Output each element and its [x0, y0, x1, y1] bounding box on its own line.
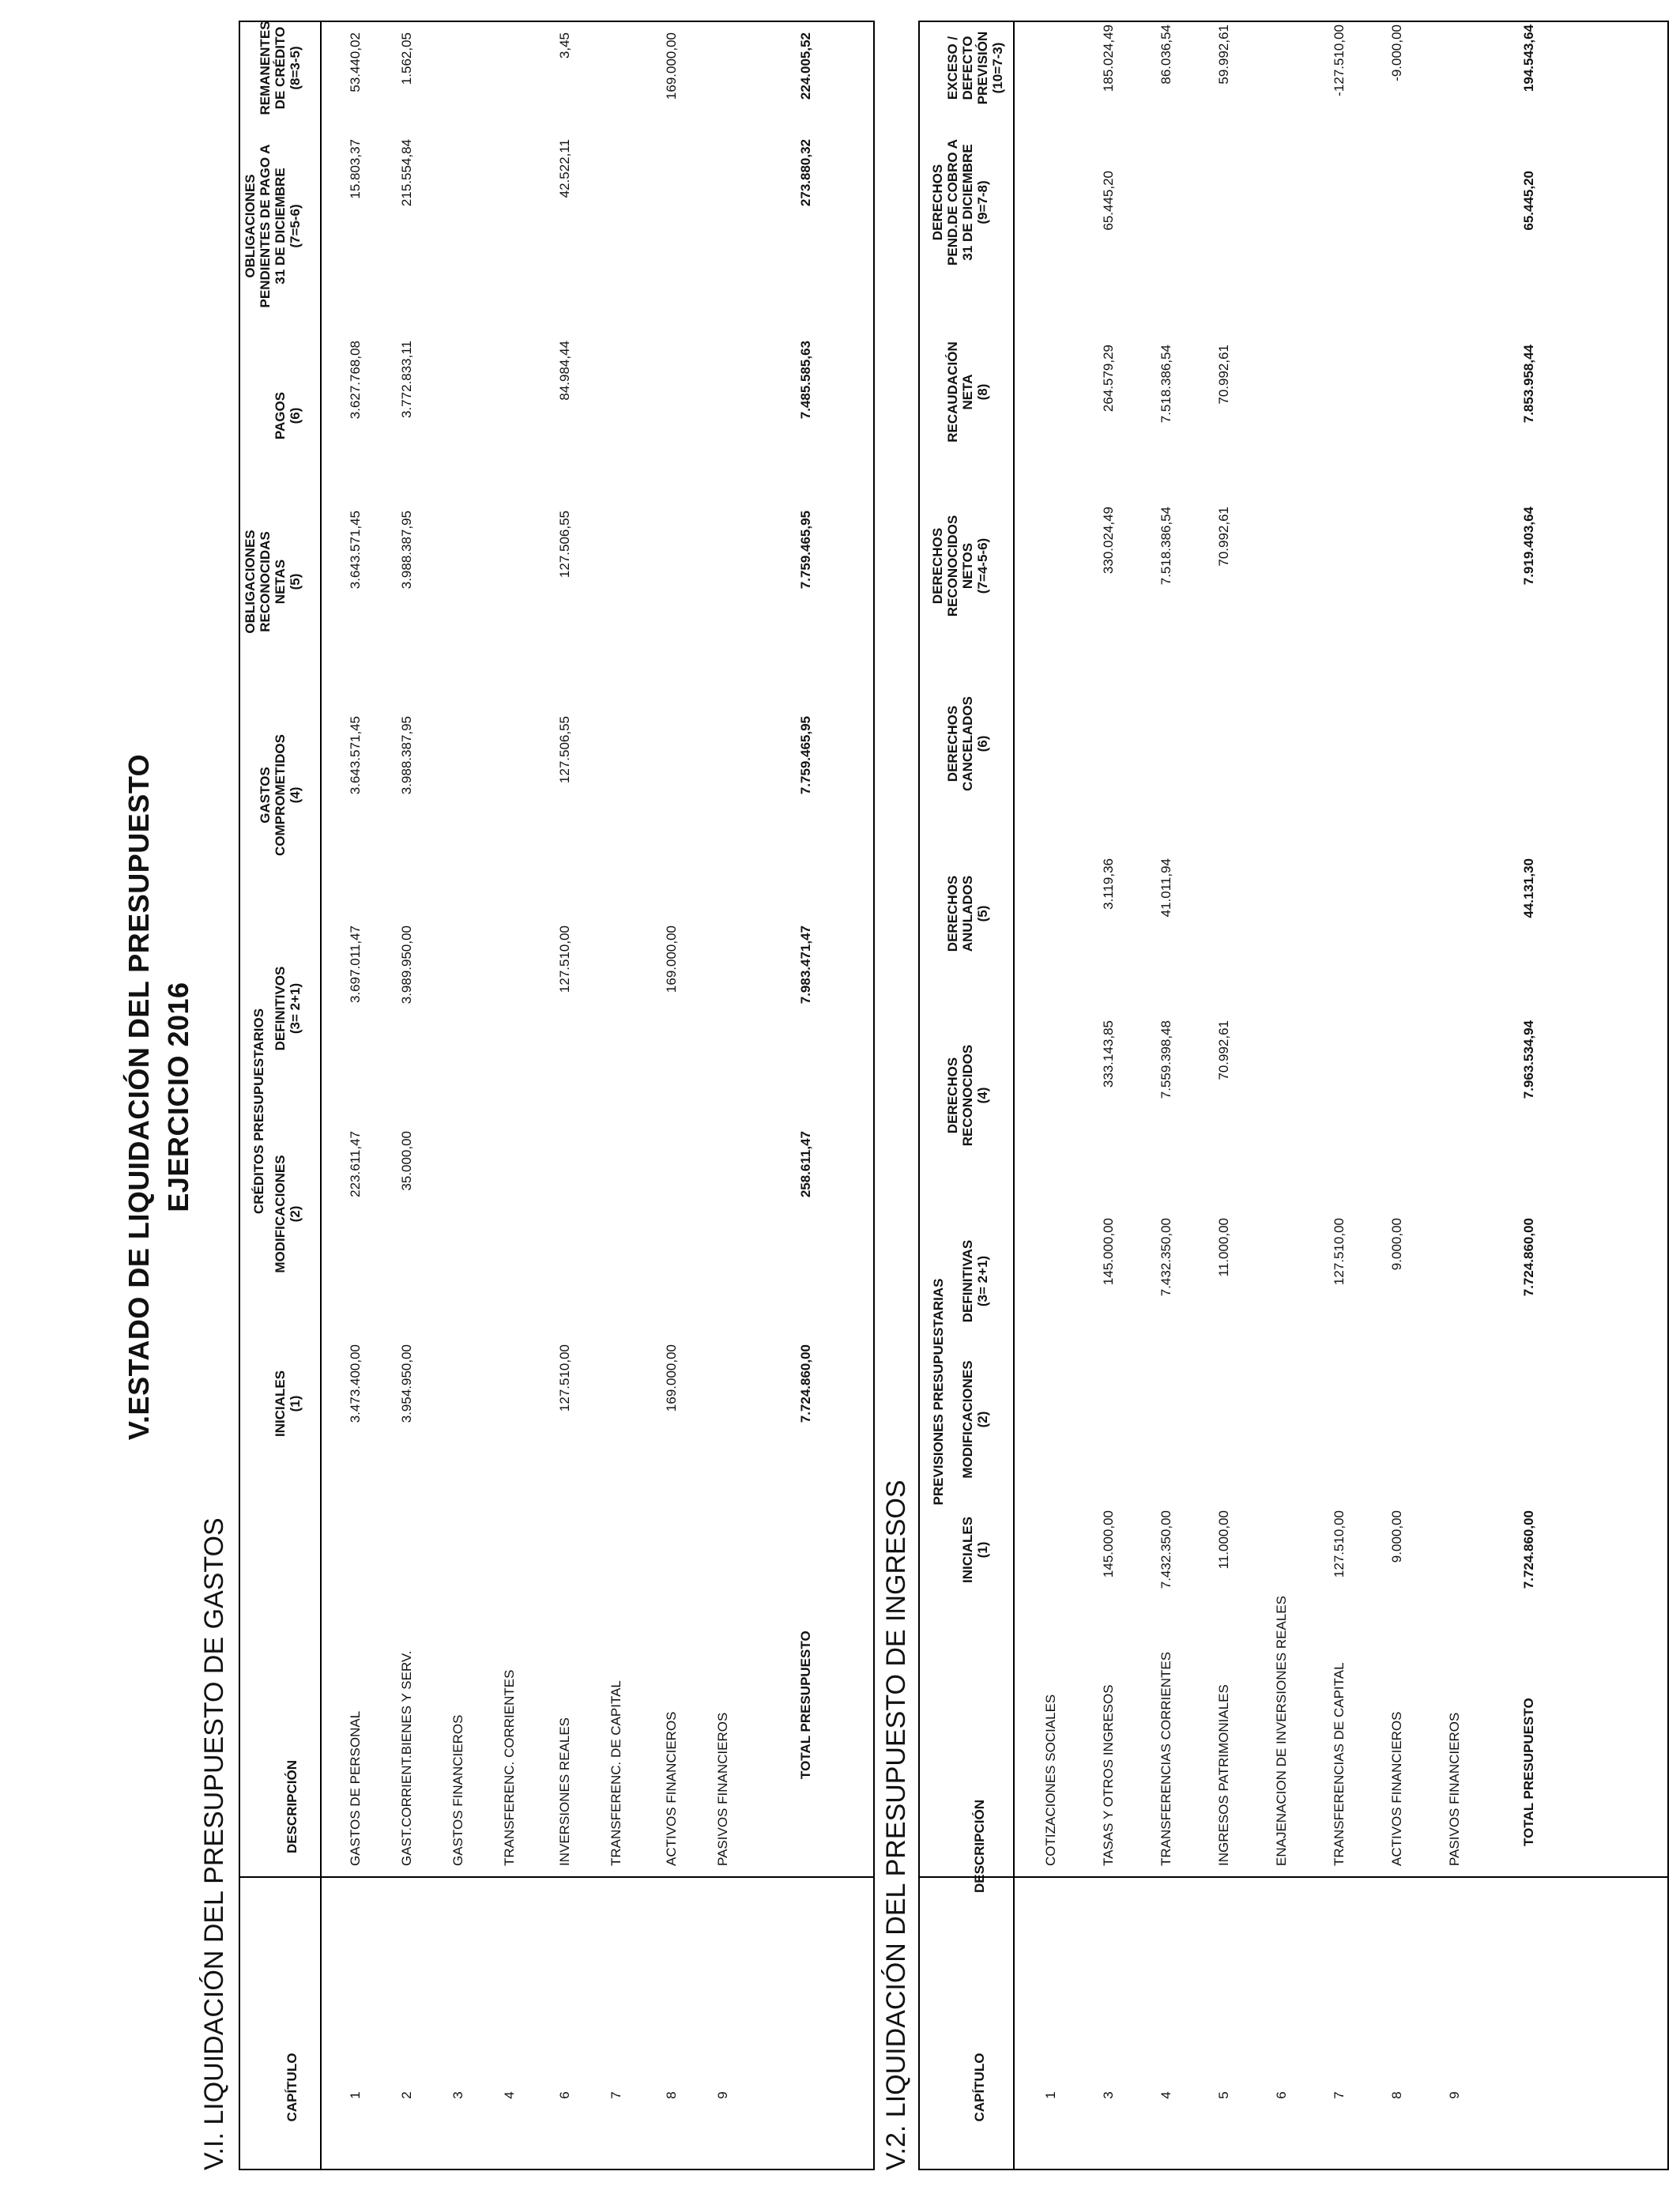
gastos-cell-ini: 127.510,00 [557, 1344, 572, 1412]
gastos-cell-comp: 3.988.387,95 [399, 716, 414, 795]
gastos-cell-obl: 127.506,55 [557, 511, 572, 579]
gastos-col-modificaciones: MODIFICACIONES (2) [273, 1155, 303, 1273]
ingresos-table [918, 21, 1669, 2170]
gastos-total-ini: 7.724.860,00 [798, 1344, 813, 1423]
gastos-capitulo-divider [239, 1876, 875, 1878]
gastos-row-descripcion: TRANSFERENC. CORRIENTES [502, 1669, 517, 1866]
ingresos-row-capitulo: 6 [1274, 2091, 1289, 2099]
ingresos-row-descripcion: ENAJENACION DE INVERSIONES REALES [1274, 1596, 1289, 1866]
gastos-section-title: V.I. LIQUIDACIÓN DEL PRESUPUESTO DE GASTOS [199, 1517, 229, 2170]
gastos-cell-pag: 3.772.833,11 [399, 341, 414, 418]
gastos-row-capitulo: 2 [399, 2091, 414, 2099]
gastos-total-label: TOTAL PRESUPUESTO [798, 1630, 813, 1779]
gastos-cell-def: 169.000,00 [664, 925, 679, 993]
ingresos-cell-net: 70.992,61 [1216, 507, 1231, 567]
ingresos-cell-pend: 65.445,20 [1101, 171, 1116, 231]
ingresos-total-def: 7.724.860,00 [1521, 1218, 1536, 1297]
ingresos-capitulo-divider [918, 1876, 1669, 1878]
ingresos-cell-def: 145.000,00 [1101, 1218, 1116, 1286]
ingresos-col-cancelados: DERECHOS CANCELADOS (6) [945, 696, 990, 791]
gastos-cell-pend: 215.554,84 [399, 139, 414, 207]
ingresos-col-recaudacion: RECAUDACIÓN NETA (8) [945, 341, 990, 443]
gastos-row-descripcion: PASIVOS FINANCIEROS [715, 1712, 730, 1866]
ingresos-row-descripcion: TRANSFERENCIAS CORRIENTES [1158, 1651, 1173, 1866]
gastos-total-rem: 224.005,52 [798, 32, 813, 100]
ingresos-cell-rec: 7.559.398,48 [1158, 1020, 1173, 1099]
ingresos-col-definitivas: DEFINITIVAS (3= 2+1) [960, 1239, 990, 1323]
gastos-total-obl: 7.759.465,95 [798, 511, 813, 590]
gastos-total-mod: 258.611,47 [798, 1131, 813, 1198]
ingresos-cell-ini: 11.000,00 [1216, 1510, 1231, 1570]
gastos-cell-def: 3.989.950,00 [399, 925, 414, 1005]
gastos-cell-pag: 84.984,44 [557, 341, 572, 401]
ingresos-cell-anu: 41.011,94 [1158, 858, 1173, 918]
ingresos-col-netos: DERECHOS RECONOCIDOS NETOS (7=4-5-6) [930, 515, 990, 617]
ingresos-cell-ini: 7.432.350,00 [1158, 1510, 1173, 1589]
ingresos-total-anu: 44.131,30 [1521, 858, 1536, 918]
gastos-col-comprometidos: GASTOS COMPROMETIDOS (4) [258, 734, 303, 856]
gastos-col-definitivos: DEFINITIVOS (3= 2+1) [273, 966, 303, 1051]
gastos-cell-pag: 3.627.768,08 [348, 341, 363, 420]
ingresos-total-rec: 7.963.534,94 [1521, 1020, 1536, 1099]
gastos-cell-comp: 3.643.571,45 [348, 716, 363, 795]
ingresos-col-capitulo: CAPÍTULO [972, 2053, 987, 2122]
ingresos-col-reconocidos: DERECHOS RECONOCIDOS (4) [945, 1044, 990, 1147]
ingresos-total-label: TOTAL PRESUPUESTO [1521, 1698, 1536, 1846]
ingresos-cell-rcd: 264.579,29 [1101, 345, 1116, 413]
gastos-total-pend: 273.880,32 [798, 139, 813, 207]
ingresos-row-capitulo: 4 [1158, 2091, 1173, 2099]
ingresos-row-capitulo: 8 [1389, 2091, 1404, 2099]
ingresos-cell-net: 7.518.386,54 [1158, 507, 1173, 586]
gastos-cell-pend: 15.803,37 [348, 139, 363, 199]
gastos-row-capitulo: 9 [715, 2091, 730, 2099]
ingresos-total-rcd: 7.853.958,44 [1521, 345, 1536, 424]
gastos-row-descripcion: TRANSFERENC. DE CAPITAL [608, 1680, 623, 1866]
gastos-col-capitulo: CAPÍTULO [284, 2053, 299, 2122]
gastos-group-header: CRÉDITOS PRESUPUESTARIOS [251, 1008, 266, 1215]
gastos-col-descripcion: DESCRIPCIÓN [284, 1759, 299, 1854]
ingresos-cell-rec: 70.992,61 [1216, 1020, 1231, 1080]
gastos-row-descripcion: GASTOS FINANCIEROS [450, 1714, 465, 1866]
gastos-cell-ini: 3.473.400,00 [348, 1344, 363, 1423]
gastos-cell-rem: 1.562,05 [399, 32, 414, 85]
ingresos-total-ini: 7.724.860,00 [1521, 1510, 1536, 1589]
ingresos-cell-exc: 59.992,61 [1216, 25, 1231, 85]
gastos-row-descripcion: INVERSIONES REALES [557, 1717, 572, 1866]
ingresos-row-capitulo: 9 [1447, 2091, 1462, 2099]
ingresos-cell-exc: 86.036,54 [1158, 25, 1173, 85]
ingresos-col-exceso: EXCESO / DEFECTO PREVISIÓN (10=7-3) [945, 31, 1005, 105]
ingresos-cell-def: 9.000,00 [1389, 1218, 1404, 1271]
gastos-cell-mod: 35.000,00 [399, 1131, 414, 1191]
ingresos-row-descripcion: TASAS Y OTROS INGRESOS [1101, 1684, 1116, 1866]
gastos-col-iniciales: INICIALES (1) [273, 1370, 303, 1438]
ingresos-row-descripcion: COTIZACIONES SOCIALES [1043, 1694, 1058, 1866]
gastos-cell-rem: 169.000,00 [664, 32, 679, 100]
ingresos-col-modificaciones: MODIFICACIONES (2) [960, 1360, 990, 1479]
gastos-row-capitulo: 1 [348, 2091, 363, 2099]
gastos-total-def: 7.983.471,47 [798, 925, 813, 1005]
ingresos-cell-def: 11.000,00 [1216, 1218, 1231, 1277]
ingresos-total-net: 7.919.403,64 [1521, 507, 1536, 586]
gastos-row-capitulo: 6 [557, 2091, 572, 2099]
gastos-col-pagos: PAGOS (6) [273, 391, 303, 440]
ingresos-row-capitulo: 5 [1216, 2091, 1231, 2099]
gastos-cell-def: 3.697.011,47 [348, 925, 363, 1003]
gastos-cell-obl: 3.643.571,45 [348, 511, 363, 590]
ingresos-row-descripcion: PASIVOS FINANCIEROS [1447, 1712, 1462, 1866]
gastos-total-pag: 7.485.585,63 [798, 341, 813, 420]
ingresos-cell-exc: -9.000,00 [1389, 25, 1404, 81]
gastos-col-pendientes: OBLIGACIONES PENDIENTES DE PAGO A 31 DE DICIEMBRE (7=5-6) [243, 144, 303, 308]
gastos-cell-def: 127.510,00 [557, 925, 572, 993]
ingresos-row-capitulo: 7 [1332, 2091, 1347, 2099]
gastos-row-descripcion: ACTIVOS FINANCIEROS [664, 1711, 679, 1866]
gastos-cell-pend: 42.522,11 [557, 139, 572, 198]
ingresos-cell-ini: 145.000,00 [1101, 1510, 1116, 1578]
ingresos-total-pend: 65.445,20 [1521, 171, 1536, 231]
ingresos-cell-ini: 127.510,00 [1332, 1510, 1347, 1578]
ingresos-cell-rec: 333.143,85 [1101, 1020, 1116, 1088]
ingresos-total-exc: 194.543,64 [1521, 25, 1536, 92]
ingresos-cell-def: 7.432.350,00 [1158, 1218, 1173, 1297]
ingresos-cell-ini: 9.000,00 [1389, 1510, 1404, 1563]
ingresos-row-descripcion: ACTIVOS FINANCIEROS [1389, 1711, 1404, 1866]
document-subtitle: EJERCICIO 2016 [162, 982, 194, 1212]
gastos-cell-mod: 223.611,47 [348, 1131, 363, 1197]
ingresos-header-divider [1013, 21, 1015, 2170]
ingresos-cell-exc: 185.024,49 [1101, 25, 1116, 92]
ingresos-cell-net: 330.024,49 [1101, 507, 1116, 575]
gastos-cell-obl: 3.988.387,95 [399, 511, 414, 590]
gastos-row-capitulo: 8 [664, 2091, 679, 2099]
ingresos-col-descripcion: DESCRIPCIÓN [972, 1799, 987, 1894]
gastos-total-comp: 7.759.465,95 [798, 716, 813, 795]
gastos-header-divider [320, 21, 322, 2170]
gastos-row-descripcion: GASTOS DE PERSONAL [348, 1710, 363, 1866]
ingresos-col-iniciales: INICIALES (1) [960, 1516, 990, 1584]
gastos-cell-rem: 3,45 [557, 32, 572, 59]
ingresos-row-descripcion: TRANSFERENCIAS DE CAPITAL [1332, 1662, 1347, 1866]
ingresos-cell-def: 127.510,00 [1332, 1218, 1347, 1286]
ingresos-row-capitulo: 1 [1043, 2091, 1058, 2099]
ingresos-cell-rcd: 7.518.386,54 [1158, 345, 1173, 424]
ingresos-col-anulados: DERECHOS ANULADOS (5) [945, 875, 990, 952]
ingresos-group-header: PREVISIONES PRESUPUESTARIAS [931, 1278, 946, 1506]
ingresos-cell-exc: -127.510,00 [1332, 25, 1347, 96]
gastos-cell-rem: 53.440,02 [348, 32, 363, 92]
ingresos-col-pendientes: DERECHOS PEND.DE COBRO A 31 DE DICIEMBRE (9=7-8) [930, 139, 990, 266]
gastos-row-capitulo: 4 [502, 2091, 517, 2099]
gastos-cell-comp: 127.506,55 [557, 716, 572, 784]
ingresos-row-capitulo: 3 [1101, 2091, 1116, 2099]
gastos-row-descripcion: GAST.CORRIENT.BIENES Y SERV. [399, 1650, 414, 1866]
ingresos-section-title: V.2. LIQUIDACIÓN DEL PRESUPUESTO DE INGRESOS [881, 1480, 911, 2170]
ingresos-cell-anu: 3.119,36 [1101, 858, 1116, 910]
gastos-cell-ini: 169.000,00 [664, 1344, 679, 1412]
ingresos-cell-rcd: 70.992,61 [1216, 345, 1231, 405]
gastos-col-remanentes: REMANENTES DE CRÉDITO (8=3-5) [258, 21, 303, 115]
gastos-col-obligaciones: OBLIGACIONES RECONOCIDAS NETAS (5) [243, 530, 303, 634]
document-title: V.ESTADO DE LIQUIDACIÓN DEL PRESUPUESTO [122, 753, 155, 1441]
gastos-row-capitulo: 3 [450, 2091, 465, 2099]
gastos-row-capitulo: 7 [608, 2091, 623, 2099]
gastos-cell-ini: 3.954.950,00 [399, 1344, 414, 1423]
ingresos-row-descripcion: INGRESOS PATRIMONIALES [1216, 1684, 1231, 1866]
